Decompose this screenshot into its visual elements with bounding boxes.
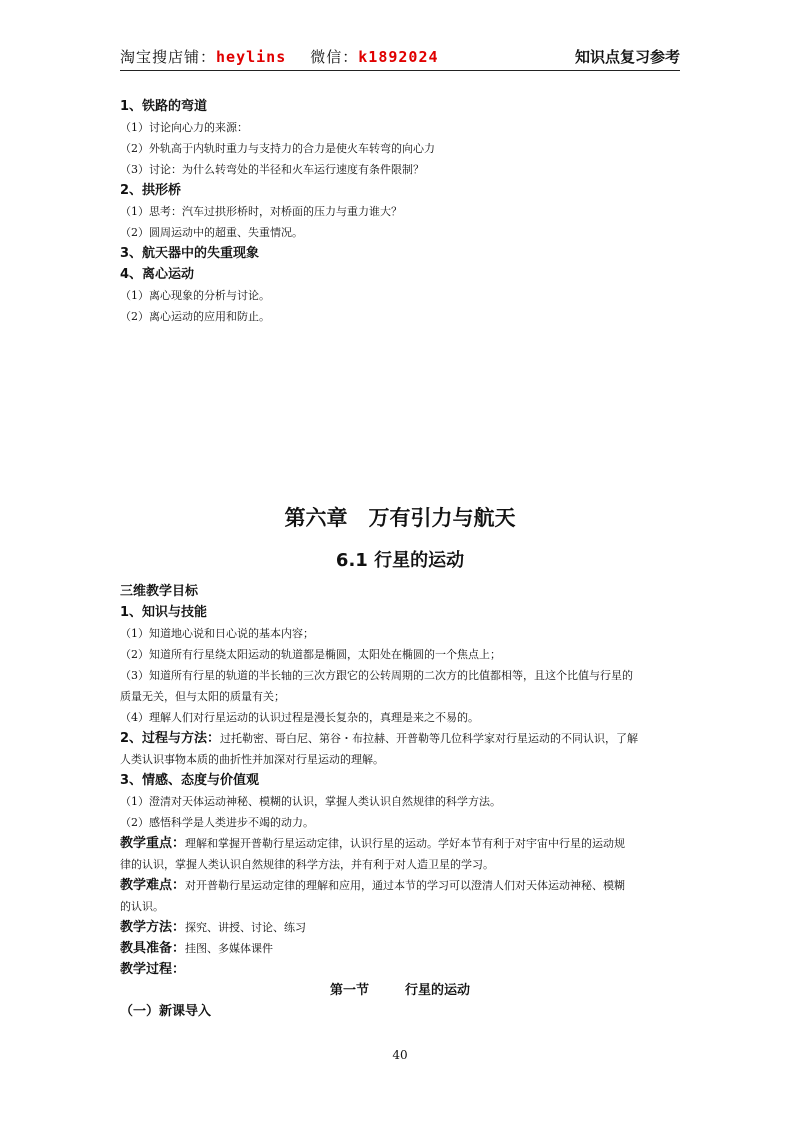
- item-heading: 1、铁路的弯道: [120, 99, 208, 114]
- lesson-section-name: 行星的运动: [405, 983, 471, 998]
- goal-line: 质量无关，但与太阳的质量有关；: [120, 690, 285, 703]
- item-heading: 3、航天器中的失重现象: [120, 246, 260, 261]
- goal-line: （2）知道所有行星绕太阳运动的轨道都是椭圆，太阳处在椭圆的一个焦点上；: [120, 648, 501, 661]
- item-line: （2）外轨高于内轨时重力与支持力的合力是使火车转弯的向心力: [120, 142, 435, 155]
- lesson-section-no: 第一节: [329, 983, 369, 998]
- goal-line: 人类认识事物本质的曲折性并加深对行星运动的理解。: [120, 753, 384, 766]
- goals-heading-process: 2、过程与方法：: [120, 731, 221, 746]
- goals-heading-knowledge: 1、知识与技能: [120, 605, 208, 620]
- item-heading: 4、离心运动: [120, 267, 195, 282]
- chapter-title: 第六章 万有引力与航天: [284, 506, 516, 530]
- process-text: 过托勒密、哥白尼、第谷・布拉赫、开普勒等几位科学家对行星运动的不同认识，了解: [220, 732, 639, 745]
- difficulty-text-cont: 的认识。: [120, 900, 164, 913]
- goal-line: （1）澄清对天体运动神秘、模糊的认识，掌握人类认识自然规律的科学方法。: [120, 795, 501, 808]
- store-name: heylins: [216, 48, 287, 66]
- wechat-id: k1892024: [358, 48, 439, 66]
- lesson-intro: （一）新课导入: [120, 1004, 212, 1019]
- process-label: 教学过程：: [120, 962, 186, 977]
- page-number: 40: [392, 1048, 408, 1062]
- item-line: （2）圆周运动中的超重、失重情况。: [120, 226, 303, 239]
- focus-text: 理解和掌握开普勒行星运动定律，认识行星的运动。学好本节有利于对宇宙中行星的运动规: [185, 837, 626, 850]
- section-title: 6.1 行星的运动: [335, 550, 465, 571]
- wechat-label: 微信：: [310, 48, 359, 66]
- top-section: [120, 96, 680, 327]
- teaching-focus: [120, 833, 680, 854]
- goal-line: （3）知道所有行星的轨道的半长轴的三次方跟它的公转周期的二次方的比值都相等，且这个比值与行星的: [120, 669, 633, 682]
- lesson-plan: [120, 581, 680, 1022]
- goals-heading-emotion: 3、情感、态度与价值观: [120, 773, 260, 788]
- teaching-difficulty: [120, 875, 680, 896]
- item-line: （3）讨论：为什么转弯处的半径和火车运行速度有条件限制？: [120, 163, 424, 176]
- item-line: （1）讨论向心力的来源：: [120, 121, 248, 134]
- item-line: （2）离心运动的应用和防止。: [120, 310, 270, 323]
- method-label: 教学方法：: [120, 920, 186, 935]
- page-header: [120, 42, 680, 71]
- difficulty-text: 对开普勒行星运动定律的理解和应用，通过本节的学习可以澄清人们对天体运动神秘、模糊: [185, 879, 626, 892]
- item-line: （1）思考：汽车过拱形桥时，对桥面的压力与重力谁大？: [120, 205, 402, 218]
- header-store-info: [120, 46, 439, 67]
- lesson-section-heading: [120, 980, 680, 1001]
- item-line: （1）离心现象的分析与讨论。: [120, 289, 270, 302]
- goal-line: （2）感悟科学是人类进步不竭的动力。: [120, 816, 314, 829]
- goals-title: 三维教学目标: [120, 584, 199, 599]
- method-text: 探究、讲授、讨论、练习: [185, 921, 307, 934]
- item-heading: 2、拱形桥: [120, 183, 182, 198]
- difficulty-label: 教学难点：: [120, 878, 186, 893]
- tools-text: 挂图、多媒体课件: [185, 942, 274, 955]
- focus-label: 教学重点：: [120, 836, 186, 851]
- teaching-tools: [120, 938, 680, 959]
- tools-label: 教具准备：: [120, 941, 186, 956]
- header-title: 知识点复习参考: [574, 48, 680, 66]
- goal-line: （1）知道地心说和日心说的基本内容；: [120, 627, 314, 640]
- goal-line: （4）理解人们对行星运动的认识过程是漫长复杂的，真理是来之不易的。: [120, 711, 479, 724]
- goals-process: [120, 728, 680, 749]
- focus-text-cont: 律的认识，掌握人类认识自然规律的科学方法，并有利于对人造卫星的学习。: [120, 858, 494, 871]
- store-label: 淘宝搜店铺：: [120, 48, 217, 66]
- teaching-method: [120, 917, 680, 938]
